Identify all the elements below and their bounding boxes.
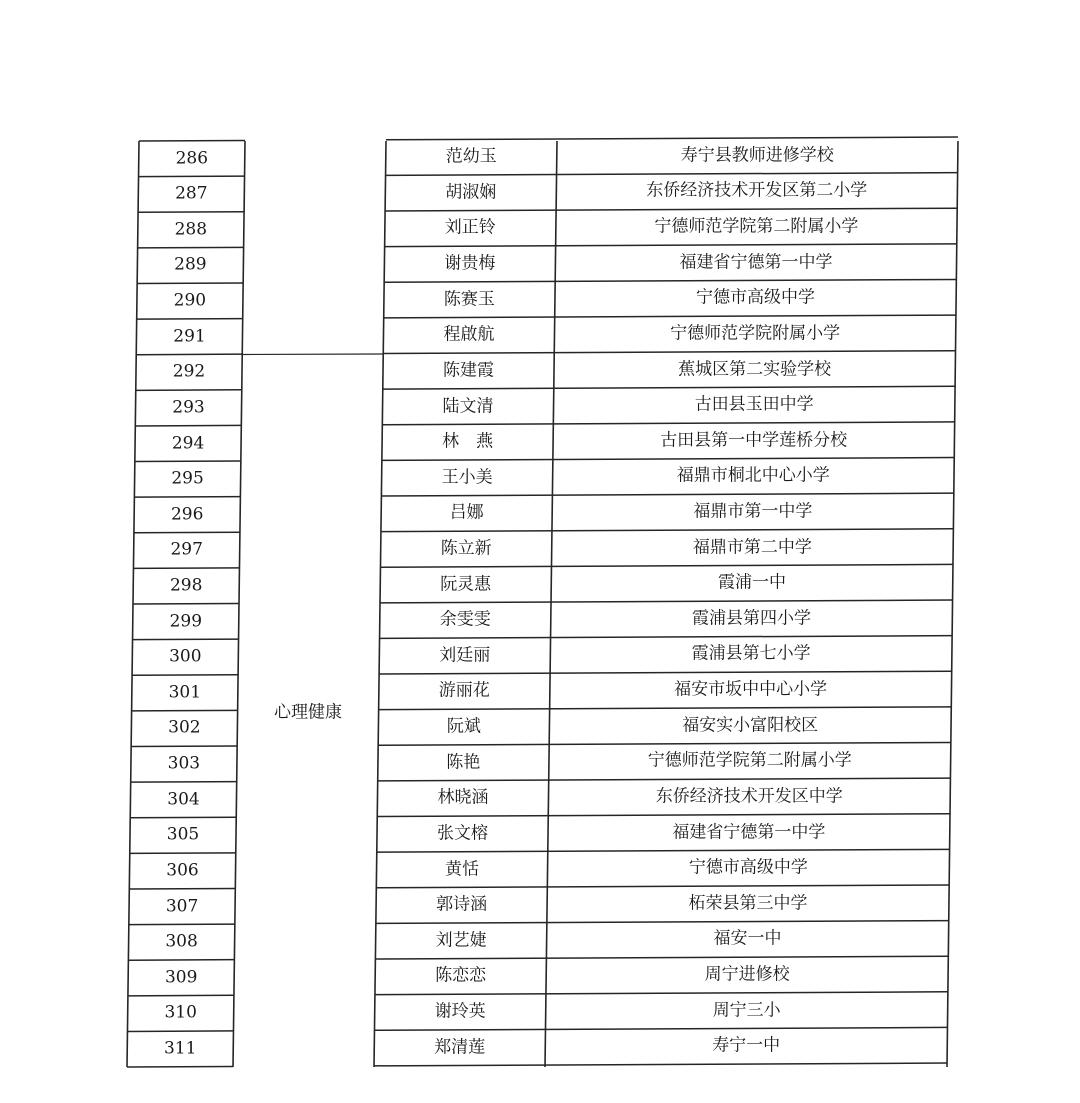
grid-line-h-right bbox=[375, 956, 948, 959]
grid-line-h-right bbox=[376, 885, 949, 888]
grid-line-h-right bbox=[379, 707, 952, 710]
teacher-name: 陈立新 bbox=[440, 538, 492, 559]
grid-line-h-right bbox=[385, 208, 957, 211]
teacher-name: 陈赛玉 bbox=[443, 289, 495, 310]
row-number: 300 bbox=[169, 646, 202, 667]
grid-line-h-left bbox=[135, 461, 241, 462]
school-name: 宁德师范学院第二附属小学 bbox=[647, 750, 852, 771]
row-number: 308 bbox=[165, 931, 198, 952]
row-number: 288 bbox=[174, 219, 208, 240]
teacher-name: 黄恬 bbox=[445, 859, 479, 879]
row-number: 306 bbox=[166, 860, 199, 881]
connector-line bbox=[242, 354, 383, 355]
grid-line-h-left bbox=[128, 995, 234, 996]
row-number: 294 bbox=[171, 433, 205, 453]
grid-line-h-left bbox=[135, 425, 241, 426]
school-name: 寿宁县教师进修学校 bbox=[680, 145, 834, 166]
teacher-name: 吕娜 bbox=[449, 502, 484, 523]
school-name: 古田县第一中学莲桥分校 bbox=[660, 430, 848, 451]
teacher-name: 刘廷丽 bbox=[439, 645, 491, 666]
grid-line-h-left bbox=[129, 924, 235, 925]
school-name: 福鼎市第一中学 bbox=[693, 501, 813, 522]
row-number: 291 bbox=[173, 326, 206, 347]
grid-line-h-left bbox=[139, 140, 245, 141]
grid-line-h-left bbox=[132, 710, 238, 711]
row-number: 295 bbox=[171, 468, 204, 489]
row-number: 293 bbox=[172, 397, 205, 418]
school-name: 霞浦县第四小学 bbox=[692, 608, 811, 629]
teacher-name: 余雯雯 bbox=[439, 609, 491, 630]
grid-line-h-left bbox=[128, 960, 234, 961]
grid-line-h-right bbox=[374, 1027, 947, 1030]
school-name: 周宁三小 bbox=[712, 1000, 781, 1021]
teacher-name: 胡淑娴 bbox=[445, 182, 497, 203]
grid-line-h-left bbox=[138, 247, 244, 248]
school-name: 福安一中 bbox=[713, 928, 782, 949]
grid-line-h-right bbox=[382, 422, 954, 425]
school-name: 周宁进修校 bbox=[704, 964, 790, 985]
school-name: 古田县玉田中学 bbox=[694, 394, 814, 415]
grid-line-h-left bbox=[129, 888, 235, 889]
grid-line-h-right bbox=[380, 600, 953, 603]
grid-line-h-left bbox=[133, 639, 239, 640]
grid-line-h-right bbox=[384, 315, 956, 318]
teacher-name: 陈艳 bbox=[446, 752, 481, 773]
teacher-name: 林 燕 bbox=[442, 431, 494, 452]
grid-line-h-right bbox=[378, 742, 951, 745]
row-number: 296 bbox=[170, 504, 204, 525]
grid-line-h-left bbox=[132, 675, 238, 676]
grid-line-v-c bbox=[374, 141, 386, 1067]
teacher-name: 游丽花 bbox=[438, 680, 490, 701]
row-number: 305 bbox=[166, 824, 200, 845]
grid-line-h-right bbox=[380, 564, 952, 567]
grid-line-h-right bbox=[382, 458, 954, 461]
row-number: 292 bbox=[172, 361, 206, 382]
row-number: 303 bbox=[167, 753, 201, 774]
row-number: 310 bbox=[164, 1002, 197, 1023]
grid-line-h-right bbox=[374, 1063, 947, 1066]
grid-line-h-right bbox=[377, 814, 950, 817]
teacher-name: 陈恋恋 bbox=[435, 965, 487, 986]
school-name: 宁德师范学院第二附属小学 bbox=[654, 216, 859, 237]
school-name: 福鼎市第二中学 bbox=[692, 537, 812, 558]
grid-line-h-right bbox=[383, 351, 955, 354]
grid-line-h-left bbox=[136, 354, 242, 355]
teacher-name: 郑清莲 bbox=[434, 1037, 486, 1058]
teacher-name: 陆文清 bbox=[442, 396, 494, 416]
row-number: 290 bbox=[173, 290, 207, 311]
teacher-name: 林晓涵 bbox=[437, 787, 489, 808]
grid-line-h-right bbox=[386, 137, 958, 140]
grid-line-h-right bbox=[383, 386, 955, 389]
school-name: 东侨经济技术开发区第二小学 bbox=[646, 180, 868, 201]
row-number: 302 bbox=[168, 717, 201, 738]
grid-line-h-left bbox=[130, 817, 236, 818]
grid-line-h-right bbox=[379, 671, 952, 674]
school-name: 柘荣县第三中学 bbox=[688, 893, 808, 914]
school-name: 霞浦县第七小学 bbox=[691, 643, 811, 664]
row-number: 309 bbox=[164, 967, 198, 988]
grid-line-h-right bbox=[381, 529, 953, 532]
grid-line-h-left bbox=[138, 212, 244, 213]
grid-line-h-left bbox=[137, 319, 243, 320]
grid-line-h-left bbox=[127, 1067, 233, 1068]
grid-line-v-d bbox=[545, 141, 557, 1067]
row-number: 297 bbox=[170, 539, 203, 560]
grid-line-h-left bbox=[137, 283, 243, 284]
grid-line-h-right bbox=[378, 778, 951, 781]
school-name: 宁德市高级中学 bbox=[696, 287, 815, 308]
row-number: 301 bbox=[168, 682, 202, 703]
grid-line-h-right bbox=[385, 244, 957, 247]
grid-line-h-left bbox=[134, 532, 240, 533]
grid-line-h-left bbox=[136, 390, 242, 391]
school-name: 霞浦一中 bbox=[718, 572, 786, 593]
grid-line-h-left bbox=[131, 782, 237, 783]
row-number: 298 bbox=[169, 575, 203, 596]
teacher-name: 谢贵梅 bbox=[444, 253, 496, 274]
grid-line-h-left bbox=[134, 497, 240, 498]
school-name: 福建省宁德第一中学 bbox=[672, 822, 826, 842]
grid-line-h-left bbox=[133, 568, 239, 569]
row-number: 286 bbox=[175, 148, 209, 168]
grid-line-h-right bbox=[377, 849, 950, 852]
teacher-name: 阮斌 bbox=[446, 716, 481, 737]
row-number: 289 bbox=[174, 254, 207, 275]
grid-line-h-right bbox=[381, 493, 953, 496]
row-number: 299 bbox=[169, 611, 203, 632]
teacher-name: 范幼玉 bbox=[445, 146, 497, 167]
category-label: 心理健康 bbox=[274, 702, 342, 723]
teacher-name: 阮灵惠 bbox=[440, 574, 492, 595]
grid-line-h-left bbox=[139, 176, 245, 177]
school-name: 宁德市高级中学 bbox=[688, 857, 808, 878]
teacher-name: 刘正铃 bbox=[444, 217, 496, 238]
school-name: 福建省宁德第一中学 bbox=[679, 252, 833, 273]
school-name: 东侨经济技术开发区中学 bbox=[655, 786, 843, 807]
row-number: 307 bbox=[165, 896, 199, 916]
school-name: 福安实小富阳校区 bbox=[682, 715, 819, 736]
teacher-name: 张文榕 bbox=[437, 823, 488, 844]
school-name: 宁德师范学院附属小学 bbox=[670, 323, 841, 344]
grid-line-h-right bbox=[376, 921, 949, 924]
row-number: 311 bbox=[163, 1038, 197, 1059]
school-name: 寿宁一中 bbox=[712, 1035, 781, 1056]
teacher-name: 王小美 bbox=[441, 467, 493, 488]
grid-line-h-left bbox=[133, 604, 239, 605]
grid-line-h-left bbox=[131, 746, 237, 747]
grid-line-h-left bbox=[130, 853, 236, 854]
school-name: 福安市坂中中心小学 bbox=[674, 679, 828, 700]
grid-line-h-right bbox=[375, 992, 948, 995]
school-name: 蕉城区第二实验学校 bbox=[678, 359, 832, 379]
grid-line-h-left bbox=[127, 1031, 233, 1032]
school-name: 福鼎市桐北中心小学 bbox=[676, 465, 830, 486]
teacher-name: 谢玲英 bbox=[434, 1001, 486, 1022]
teacher-name: 郭诗涵 bbox=[436, 894, 488, 915]
row-number: 304 bbox=[167, 789, 200, 810]
grid-line-h-right bbox=[386, 173, 958, 176]
teacher-name: 程啟航 bbox=[443, 324, 495, 345]
grid-line-h-right bbox=[380, 636, 953, 639]
row-number: 287 bbox=[175, 183, 208, 204]
teacher-name: 陈建霞 bbox=[443, 360, 494, 381]
teacher-name: 刘艺婕 bbox=[435, 930, 487, 951]
grid-line-h-right bbox=[384, 279, 956, 282]
